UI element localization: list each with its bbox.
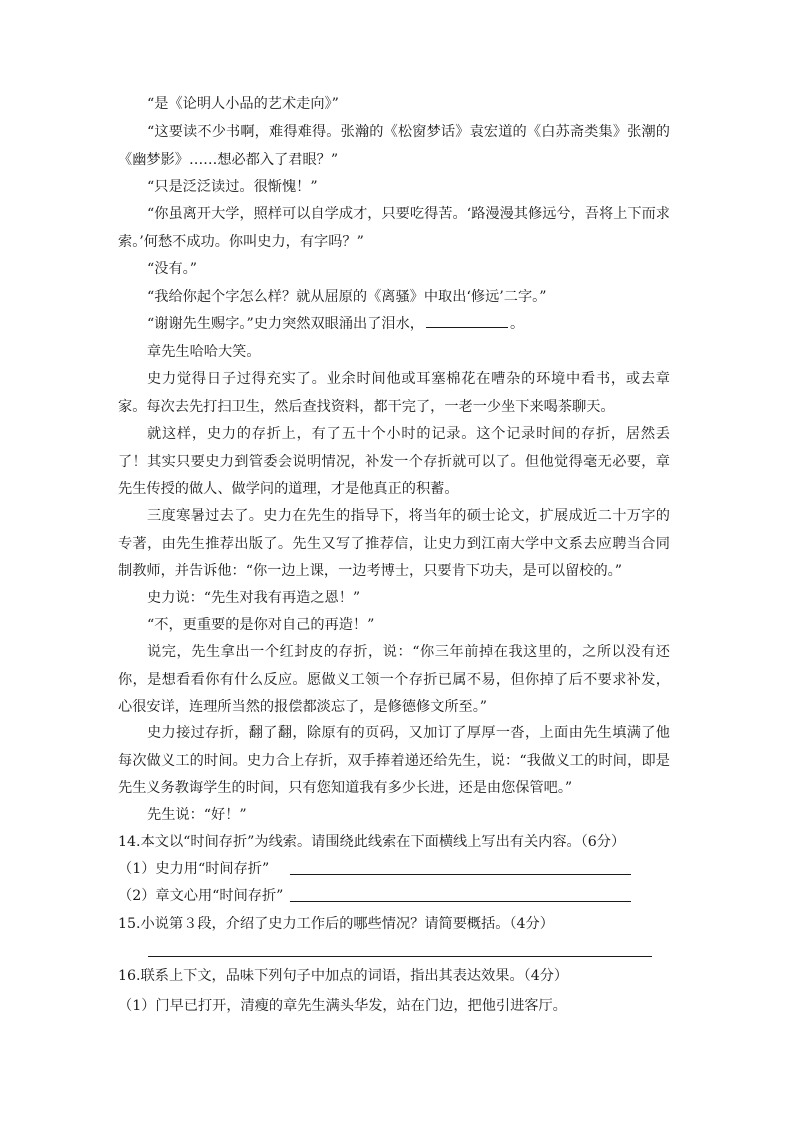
story-paragraph: “是《论明人小品的艺术走向》” bbox=[147, 96, 339, 112]
answer-line-15[interactable] bbox=[148, 956, 652, 957]
story-paragraph: “不，更重要的是你对自己的再造！” bbox=[147, 617, 375, 633]
story-paragraph bbox=[118, 311, 670, 339]
story-paragraph: “我给你起个字怎么样？就从屈原的《离骚》中取出‘修远’二字。” bbox=[147, 289, 547, 305]
story-paragraph: “你虽离开大学，照样可以自学成才，只要吃得苦。‘路漫漫其修远兮，吾将上下而求索。’何愁不成功。你叫史力，有字吗？” bbox=[118, 206, 670, 250]
story-paragraph: “只是泛泛读过。很惭愧！” bbox=[147, 179, 318, 195]
story-paragraph: 三度寒暑过去了。史力在先生的指导下，将当年的硕士论文，扩展成近二十万字的专著，由先生推荐出版了。先生又写了推荐信，让史力到江南大学中文系去应聘当合同制教师，并告诉他：“你一边上课，一边考博士，只要肯下功夫，是可以留校的。” bbox=[118, 508, 670, 579]
story-paragraph: 就这样，史力的存折上，有了五十个小时的记录。这个记录时间的存折，居然丢了！其实只要史力到管委会说明情况，补发一个存折就可以了。但他觉得毫无必要，章先生传授的做人、做学问的道理，才是他真正的积蓄。 bbox=[118, 426, 670, 497]
story-paragraph: “这要读不少书啊，难得难得。张瀚的《松窗梦话》袁宏道的《白苏斋类集》张潮的《幽梦影》……想必都入了君眼？” bbox=[118, 124, 670, 168]
answer-line-14-2[interactable] bbox=[290, 901, 631, 902]
question-15: 15.小说第３段，介绍了史力工作后的哪些情况？请简要概括。（4分） bbox=[118, 916, 554, 932]
story-paragraph: 先生说：“好！” bbox=[147, 807, 247, 823]
answer-blank-inline[interactable] bbox=[426, 311, 508, 328]
question-14-part-1: （1）史力用“时间存折” bbox=[118, 861, 270, 877]
question-14: 14.本文以“时间存折”为线索。请围绕此线索在下面横线上写出有关内容。（6分） bbox=[118, 834, 626, 850]
story-paragraph: 史力说：“先生对我有再造之恩！” bbox=[147, 590, 361, 606]
question-16-part-1: （1）门早已打开，清瘦的章先生满头华发，站在门边，把他引进客厅。 bbox=[118, 998, 567, 1014]
story-paragraph: 说完，先生拿出一个红封皮的存折，说：“你三年前掉在我这里的，之所以没有还你，是想看看你有什么反应。愿做义工领一个存折已属不易，但你掉了后不要求补发，心很安详，连理所当然的报偿都淡忘了，是修德修文所至。” bbox=[118, 644, 670, 715]
answer-line-14-1[interactable] bbox=[290, 874, 631, 875]
question-14-part-2: （2）章文心用“时间存折” bbox=[118, 888, 284, 904]
story-paragraph: 章先生哈哈大笑。 bbox=[147, 344, 261, 360]
story-paragraph: 史力觉得日子过得充实了。业余时间他或耳塞棉花在嘈杂的环境中看书，或去章家。每次去先打扫卫生，然后查找资料，都干完了，一老一少坐下来喝茶聊天。 bbox=[118, 371, 670, 415]
story-text: 。 bbox=[509, 316, 525, 332]
story-text: “谢谢先生赐字。”史力突然双眼涌出了泪水， bbox=[147, 316, 424, 332]
question-16: 16.联系上下文，品味下列句子中加点的词语，指出其表达效果。（4分） bbox=[118, 968, 569, 984]
story-paragraph: “没有。” bbox=[147, 261, 197, 277]
story-paragraph: 史力接过存折，翻了翻，除原有的页码，又加订了厚厚一沓，上面由先生填满了他每次做义工的时间。史力合上存折，双手捧着递还给先生，说：“我做义工的时间，即是先生义务教诲学生的时间，只有您知道我有多少长进，还是由您保管吧。” bbox=[118, 725, 670, 796]
